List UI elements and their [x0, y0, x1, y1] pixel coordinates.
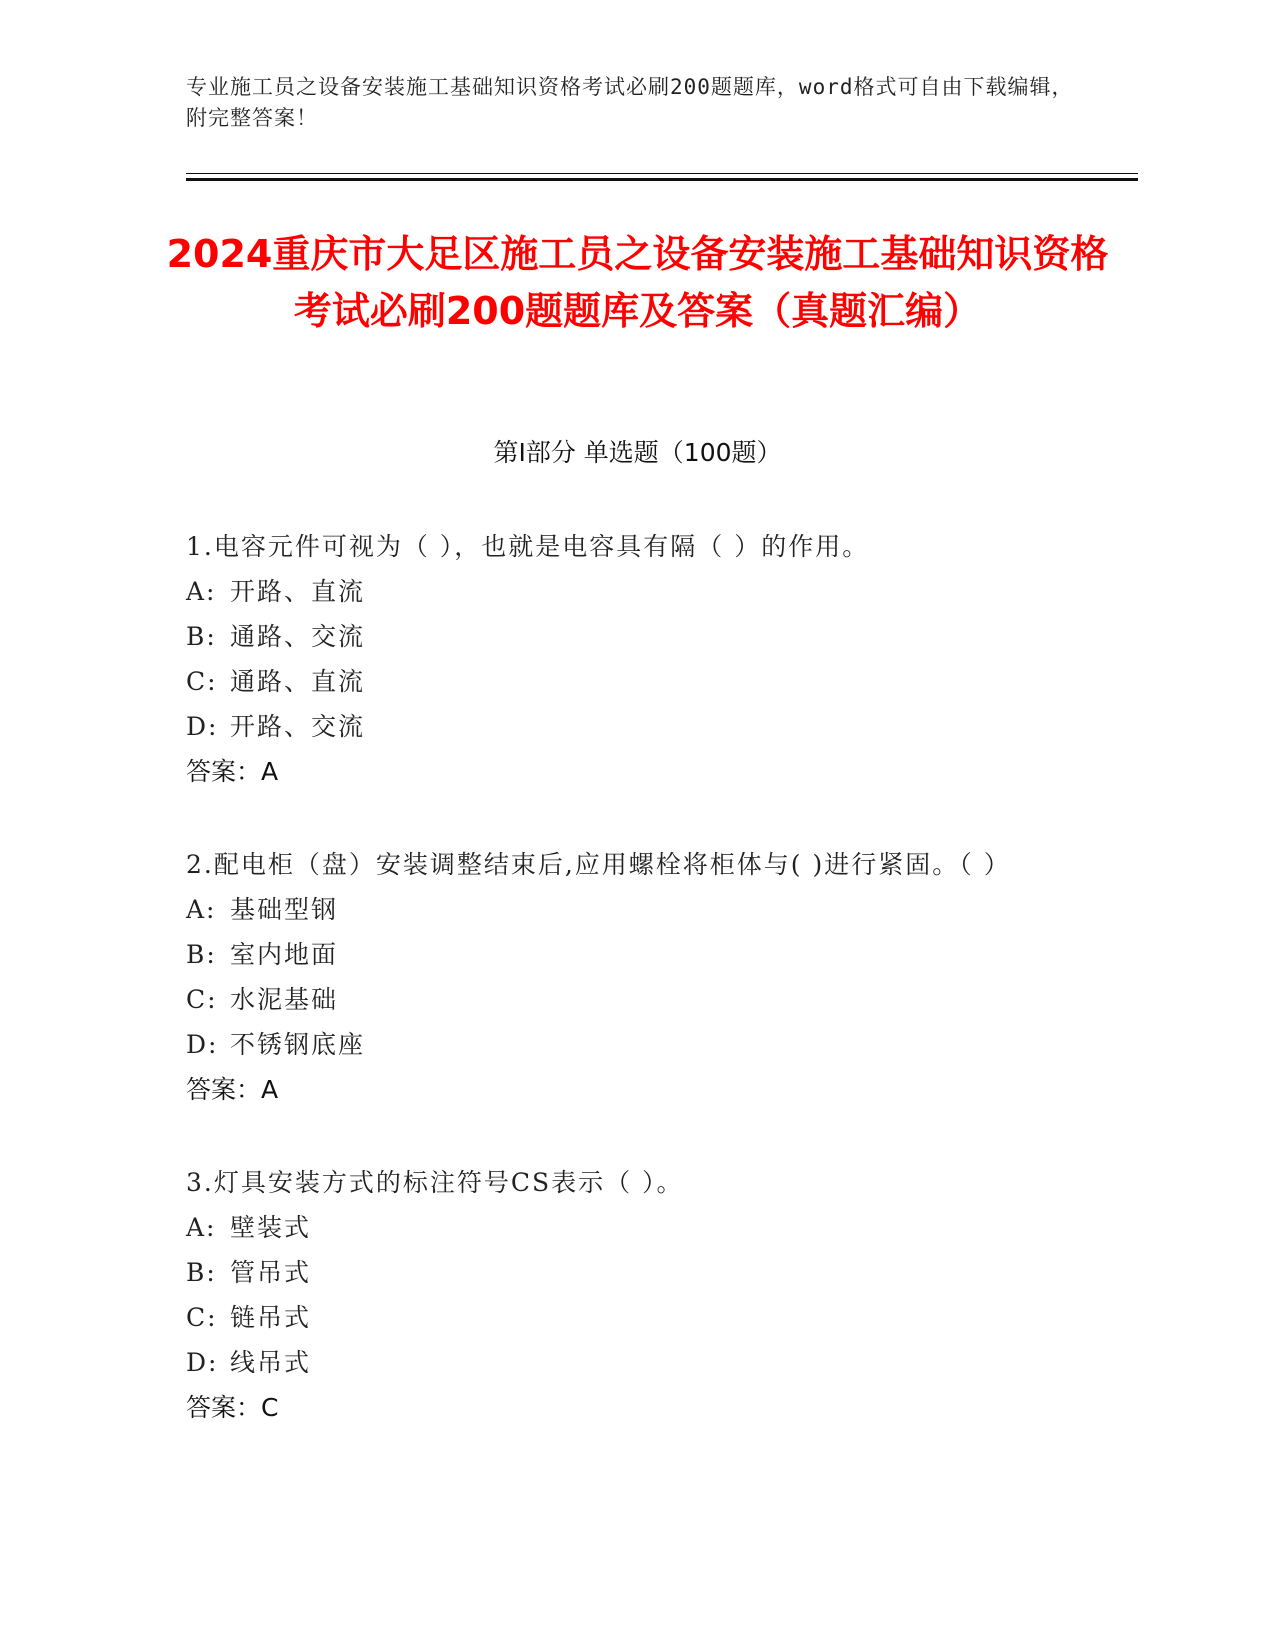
option-d [186, 704, 1066, 749]
option-key: D: [186, 1030, 219, 1059]
option-key: D: [186, 1348, 219, 1377]
option-d [186, 1340, 1066, 1385]
header-note: 专业施工员之设备安装施工基础知识资格考试必刷200题题库，word格式可自由下载编辑，附完整答案！ [186, 75, 1074, 130]
option-c [186, 659, 1066, 704]
header-divider-thick [186, 178, 1138, 181]
question-stem: 1.电容元件可视为（ ），也就是电容具有隔（ ）的作用。 [186, 532, 870, 561]
answer-label: 答案： [186, 757, 262, 786]
question-3 [186, 1160, 1066, 1430]
option-text: 线吊式 [230, 1348, 312, 1377]
option-b [186, 614, 1066, 659]
option-text: 室内地面 [230, 940, 339, 969]
answer-label: 答案： [186, 1393, 262, 1422]
option-text: 壁装式 [230, 1213, 312, 1242]
option-key: B: [186, 1258, 217, 1287]
option-text: 管吊式 [230, 1258, 312, 1287]
header-divider-thin [186, 173, 1138, 174]
option-key: C: [186, 985, 218, 1014]
option-text: 通路、交流 [230, 622, 366, 651]
option-text: 开路、交流 [230, 712, 366, 741]
question-2 [186, 842, 1066, 1112]
option-a [186, 1205, 1066, 1250]
option-text: 不锈钢底座 [230, 1030, 366, 1059]
option-text: 链吊式 [230, 1303, 312, 1332]
option-key: B: [186, 940, 217, 969]
answer-value: A [261, 757, 279, 786]
option-key: D: [186, 712, 219, 741]
option-key: A: [186, 895, 217, 924]
question-stem: 3.灯具安装方式的标注符号CS表示（ ）。 [186, 1168, 684, 1197]
question-1 [186, 524, 1066, 794]
answer-value: C [261, 1393, 279, 1422]
option-d [186, 1022, 1066, 1067]
option-key: C: [186, 1303, 218, 1332]
answer-line [186, 749, 1066, 794]
option-text: 基础型钢 [230, 895, 339, 924]
option-b [186, 932, 1066, 977]
option-c [186, 1295, 1066, 1340]
option-text: 通路、直流 [230, 667, 366, 696]
question-stem: 2.配电柜（盘）安装调整结束后,应用螺栓将柜体与( )进行紧固。（ ） [186, 850, 1011, 879]
answer-label: 答案： [186, 1075, 262, 1104]
section-heading: 第Ⅰ部分 单选题（100题） [493, 438, 782, 467]
question-list [186, 524, 1066, 1478]
option-key: A: [186, 577, 217, 606]
option-c [186, 977, 1066, 1022]
option-a [186, 887, 1066, 932]
answer-line [186, 1385, 1066, 1430]
option-key: A: [186, 1213, 217, 1242]
document-title: 2024重庆市大足区施工员之设备安装施工基础知识资格考试必刷200题题库及答案（真题汇编） [166, 232, 1109, 333]
option-key: B: [186, 622, 217, 651]
option-key: C: [186, 667, 218, 696]
answer-value: A [261, 1075, 279, 1104]
option-b [186, 1250, 1066, 1295]
option-a [186, 569, 1066, 614]
option-text: 水泥基础 [230, 985, 339, 1014]
answer-line [186, 1067, 1066, 1112]
option-text: 开路、直流 [230, 577, 366, 606]
